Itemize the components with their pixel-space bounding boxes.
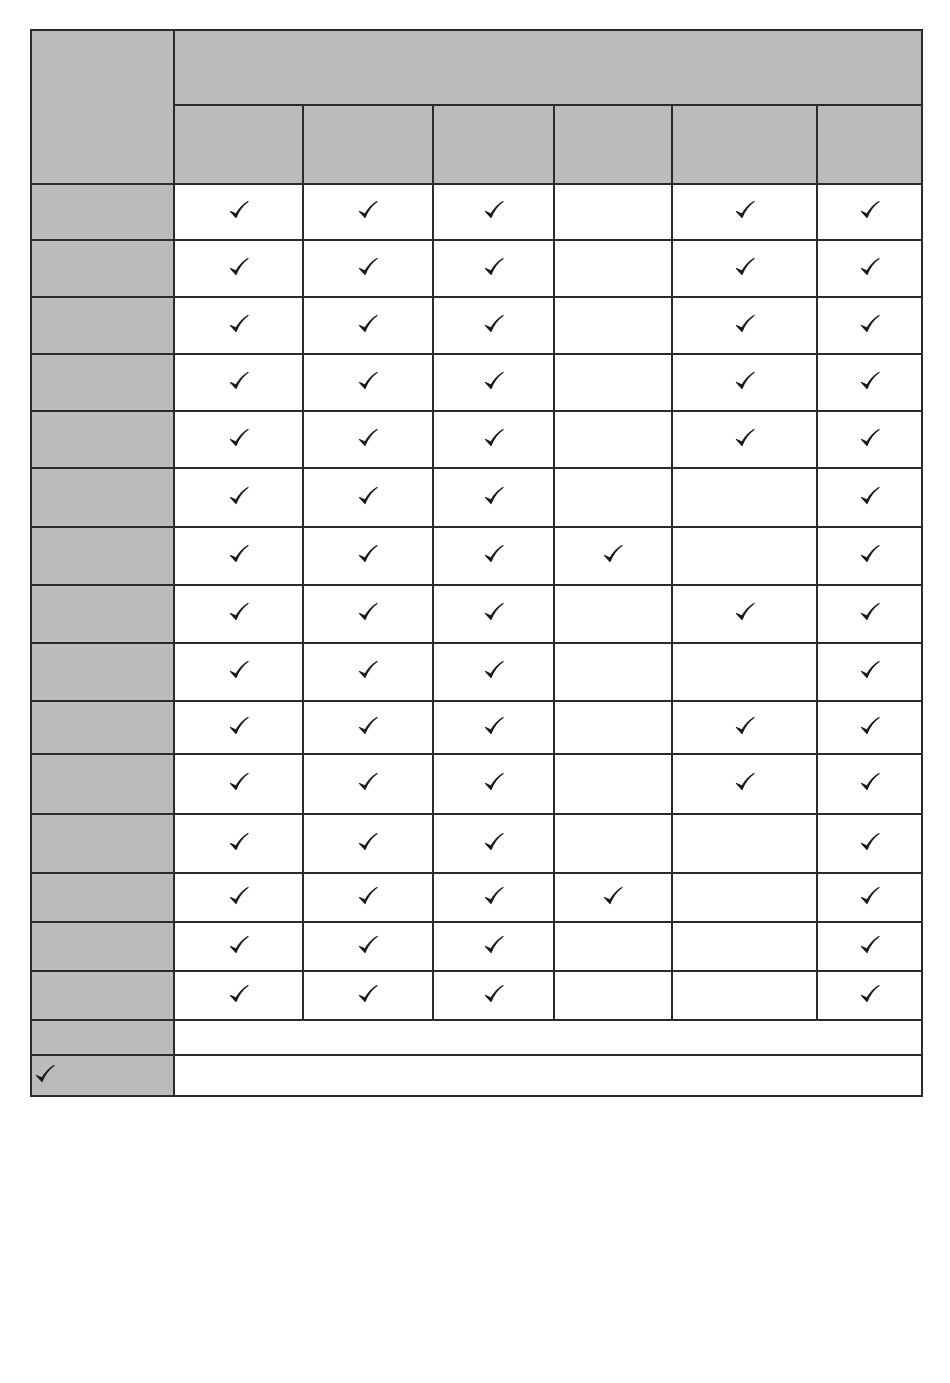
cell-empty xyxy=(554,411,672,468)
cell-checked xyxy=(174,354,303,411)
cell-checked xyxy=(174,468,303,527)
cell-checked xyxy=(817,922,922,971)
cell-empty xyxy=(554,814,672,873)
cell-checked xyxy=(817,701,922,754)
table-row xyxy=(31,411,922,468)
checkmark-icon xyxy=(228,427,250,449)
cell-empty xyxy=(554,701,672,754)
column-header-1 xyxy=(174,105,303,184)
cell-empty xyxy=(554,754,672,814)
cell-checked xyxy=(554,527,672,585)
cell-checked xyxy=(672,184,817,240)
checkmark-icon xyxy=(483,199,505,221)
checkmark-icon xyxy=(734,256,756,278)
checkmark-icon xyxy=(602,885,624,907)
checkmark-icon xyxy=(859,313,881,335)
cell-checked xyxy=(174,971,303,1020)
legend-check-description xyxy=(174,1055,922,1096)
cell-checked xyxy=(672,240,817,297)
cell-checked xyxy=(174,873,303,922)
checkmark-icon xyxy=(734,313,756,335)
checkmark-icon xyxy=(228,370,250,392)
cell-checked xyxy=(433,971,554,1020)
cell-empty xyxy=(672,527,817,585)
cell-empty xyxy=(554,971,672,1020)
checkmark-icon xyxy=(357,601,379,623)
row-label xyxy=(31,971,174,1020)
checkmark-icon xyxy=(483,715,505,737)
checkmark-icon xyxy=(859,659,881,681)
cell-checked xyxy=(174,643,303,701)
table-row xyxy=(31,643,922,701)
row-label xyxy=(31,354,174,411)
cell-checked xyxy=(303,643,433,701)
cell-checked xyxy=(817,240,922,297)
checkmark-icon xyxy=(228,601,250,623)
column-header-6 xyxy=(817,105,922,184)
cell-checked xyxy=(303,585,433,643)
checkmark-icon xyxy=(357,983,379,1005)
cell-checked xyxy=(817,411,922,468)
cell-checked xyxy=(303,468,433,527)
legend-row xyxy=(31,1055,922,1096)
table-row xyxy=(31,922,922,971)
cell-checked xyxy=(433,585,554,643)
cell-empty xyxy=(672,873,817,922)
cell-checked xyxy=(817,814,922,873)
column-header-2 xyxy=(303,105,433,184)
checkmark-icon xyxy=(34,1063,56,1085)
cell-checked xyxy=(174,411,303,468)
cell-checked xyxy=(817,468,922,527)
cell-checked xyxy=(817,643,922,701)
cell-checked xyxy=(433,701,554,754)
checkmark-icon xyxy=(483,983,505,1005)
cell-empty xyxy=(672,922,817,971)
checkmark-icon xyxy=(228,771,250,793)
column-header-5 xyxy=(672,105,817,184)
checkmark-icon xyxy=(228,659,250,681)
cell-checked xyxy=(174,240,303,297)
table-row xyxy=(31,814,922,873)
cell-checked xyxy=(303,814,433,873)
cell-checked xyxy=(174,585,303,643)
legend-check-key xyxy=(31,1055,174,1096)
cell-checked xyxy=(672,754,817,814)
checkmark-icon xyxy=(357,659,379,681)
checkmark-icon xyxy=(357,715,379,737)
checkmark-icon xyxy=(357,427,379,449)
cell-empty xyxy=(554,240,672,297)
cell-empty xyxy=(554,184,672,240)
cell-checked xyxy=(433,354,554,411)
cell-checked xyxy=(433,184,554,240)
checkmark-icon xyxy=(357,256,379,278)
row-label xyxy=(31,814,174,873)
legend-label xyxy=(31,1020,174,1055)
checkmark-icon xyxy=(228,256,250,278)
table-row xyxy=(31,701,922,754)
cell-checked xyxy=(817,527,922,585)
cell-checked xyxy=(303,754,433,814)
table-row xyxy=(31,354,922,411)
cell-empty xyxy=(672,814,817,873)
checkmark-icon xyxy=(859,485,881,507)
checkmark-icon xyxy=(357,543,379,565)
row-label xyxy=(31,754,174,814)
group-header-cell xyxy=(174,30,922,105)
cell-empty xyxy=(554,585,672,643)
checkmark-icon xyxy=(859,427,881,449)
row-label xyxy=(31,411,174,468)
checkmark-icon xyxy=(228,934,250,956)
checkmark-icon xyxy=(859,885,881,907)
table-row xyxy=(31,873,922,922)
cell-empty xyxy=(554,354,672,411)
cell-checked xyxy=(817,873,922,922)
cell-checked xyxy=(303,240,433,297)
cell-empty xyxy=(672,468,817,527)
cell-checked xyxy=(174,754,303,814)
cell-empty xyxy=(672,643,817,701)
cell-checked xyxy=(817,754,922,814)
checkmark-icon xyxy=(483,601,505,623)
cell-checked xyxy=(303,411,433,468)
table-row xyxy=(31,468,922,527)
checkmark-icon xyxy=(357,199,379,221)
table-row xyxy=(31,184,922,240)
checkmark-icon xyxy=(483,771,505,793)
cell-checked xyxy=(433,297,554,354)
cell-checked xyxy=(672,701,817,754)
checkmark-icon xyxy=(228,485,250,507)
cell-checked xyxy=(303,354,433,411)
table-row xyxy=(31,971,922,1020)
cell-checked xyxy=(817,585,922,643)
cell-checked xyxy=(672,297,817,354)
cell-checked xyxy=(303,922,433,971)
cell-checked xyxy=(433,754,554,814)
checkmark-icon xyxy=(228,543,250,565)
checkmark-icon xyxy=(483,543,505,565)
checkmark-icon xyxy=(483,831,505,853)
checkmark-icon xyxy=(483,934,505,956)
checkmark-icon xyxy=(357,934,379,956)
cell-checked xyxy=(174,701,303,754)
checkmark-icon xyxy=(734,715,756,737)
cell-checked xyxy=(433,240,554,297)
checkmark-icon xyxy=(228,715,250,737)
row-label xyxy=(31,585,174,643)
cell-empty xyxy=(554,468,672,527)
cell-checked xyxy=(817,184,922,240)
cell-checked xyxy=(303,297,433,354)
checkmark-icon xyxy=(483,885,505,907)
table-row xyxy=(31,754,922,814)
checkmark-icon xyxy=(734,601,756,623)
cell-checked xyxy=(174,814,303,873)
checkmark-icon xyxy=(228,199,250,221)
cell-checked xyxy=(174,527,303,585)
cell-checked xyxy=(174,297,303,354)
cell-checked xyxy=(433,411,554,468)
cell-checked xyxy=(303,971,433,1020)
checkmark-icon xyxy=(357,771,379,793)
compatibility-table xyxy=(30,29,923,1097)
checkmark-icon xyxy=(734,771,756,793)
checkmark-icon xyxy=(483,659,505,681)
cell-checked xyxy=(303,701,433,754)
row-label xyxy=(31,527,174,585)
row-label xyxy=(31,240,174,297)
legend-text xyxy=(174,1020,922,1055)
cell-empty xyxy=(554,643,672,701)
checkmark-icon xyxy=(859,256,881,278)
checkmark-icon xyxy=(859,983,881,1005)
checkmark-icon xyxy=(859,934,881,956)
row-label xyxy=(31,922,174,971)
checkmark-icon xyxy=(357,370,379,392)
checkmark-icon xyxy=(483,256,505,278)
row-label xyxy=(31,184,174,240)
checkmark-icon xyxy=(357,313,379,335)
cell-checked xyxy=(672,585,817,643)
cell-empty xyxy=(672,971,817,1020)
checkmark-icon xyxy=(859,370,881,392)
row-label xyxy=(31,643,174,701)
table-row xyxy=(31,240,922,297)
cell-checked xyxy=(433,873,554,922)
corner-header-cell xyxy=(31,30,174,184)
cell-checked xyxy=(303,184,433,240)
checkmark-icon xyxy=(734,427,756,449)
checkmark-icon xyxy=(859,771,881,793)
column-header-3 xyxy=(433,105,554,184)
checkmark-icon xyxy=(357,831,379,853)
table-row xyxy=(31,585,922,643)
cell-checked xyxy=(303,873,433,922)
checkmark-icon xyxy=(734,199,756,221)
column-header-4 xyxy=(554,105,672,184)
checkmark-icon xyxy=(228,983,250,1005)
checkmark-icon xyxy=(357,485,379,507)
cell-checked xyxy=(433,814,554,873)
row-label xyxy=(31,701,174,754)
checkmark-icon xyxy=(859,543,881,565)
checkmark-icon xyxy=(483,313,505,335)
cell-checked xyxy=(303,527,433,585)
cell-checked xyxy=(672,354,817,411)
cell-checked xyxy=(174,922,303,971)
checkmark-icon xyxy=(483,485,505,507)
cell-checked xyxy=(174,184,303,240)
row-label xyxy=(31,468,174,527)
table-row xyxy=(31,297,922,354)
row-label xyxy=(31,297,174,354)
checkmark-icon xyxy=(483,370,505,392)
cell-checked xyxy=(817,297,922,354)
legend-row xyxy=(31,1020,922,1055)
checkmark-icon xyxy=(859,199,881,221)
cell-checked xyxy=(433,922,554,971)
cell-checked xyxy=(433,643,554,701)
checkmark-icon xyxy=(357,885,379,907)
cell-checked xyxy=(554,873,672,922)
checkmark-icon xyxy=(228,885,250,907)
checkmark-icon xyxy=(483,427,505,449)
checkmark-icon xyxy=(859,601,881,623)
cell-checked xyxy=(817,354,922,411)
row-label xyxy=(31,873,174,922)
checkmark-icon xyxy=(228,831,250,853)
cell-checked xyxy=(672,411,817,468)
table-row xyxy=(31,527,922,585)
checkmark-icon xyxy=(734,370,756,392)
checkmark-icon xyxy=(859,715,881,737)
cell-empty xyxy=(554,922,672,971)
cell-empty xyxy=(554,297,672,354)
checkmark-icon xyxy=(228,313,250,335)
checkmark-icon xyxy=(859,831,881,853)
cell-checked xyxy=(817,971,922,1020)
cell-checked xyxy=(433,527,554,585)
cell-checked xyxy=(433,468,554,527)
checkmark-icon xyxy=(602,543,624,565)
